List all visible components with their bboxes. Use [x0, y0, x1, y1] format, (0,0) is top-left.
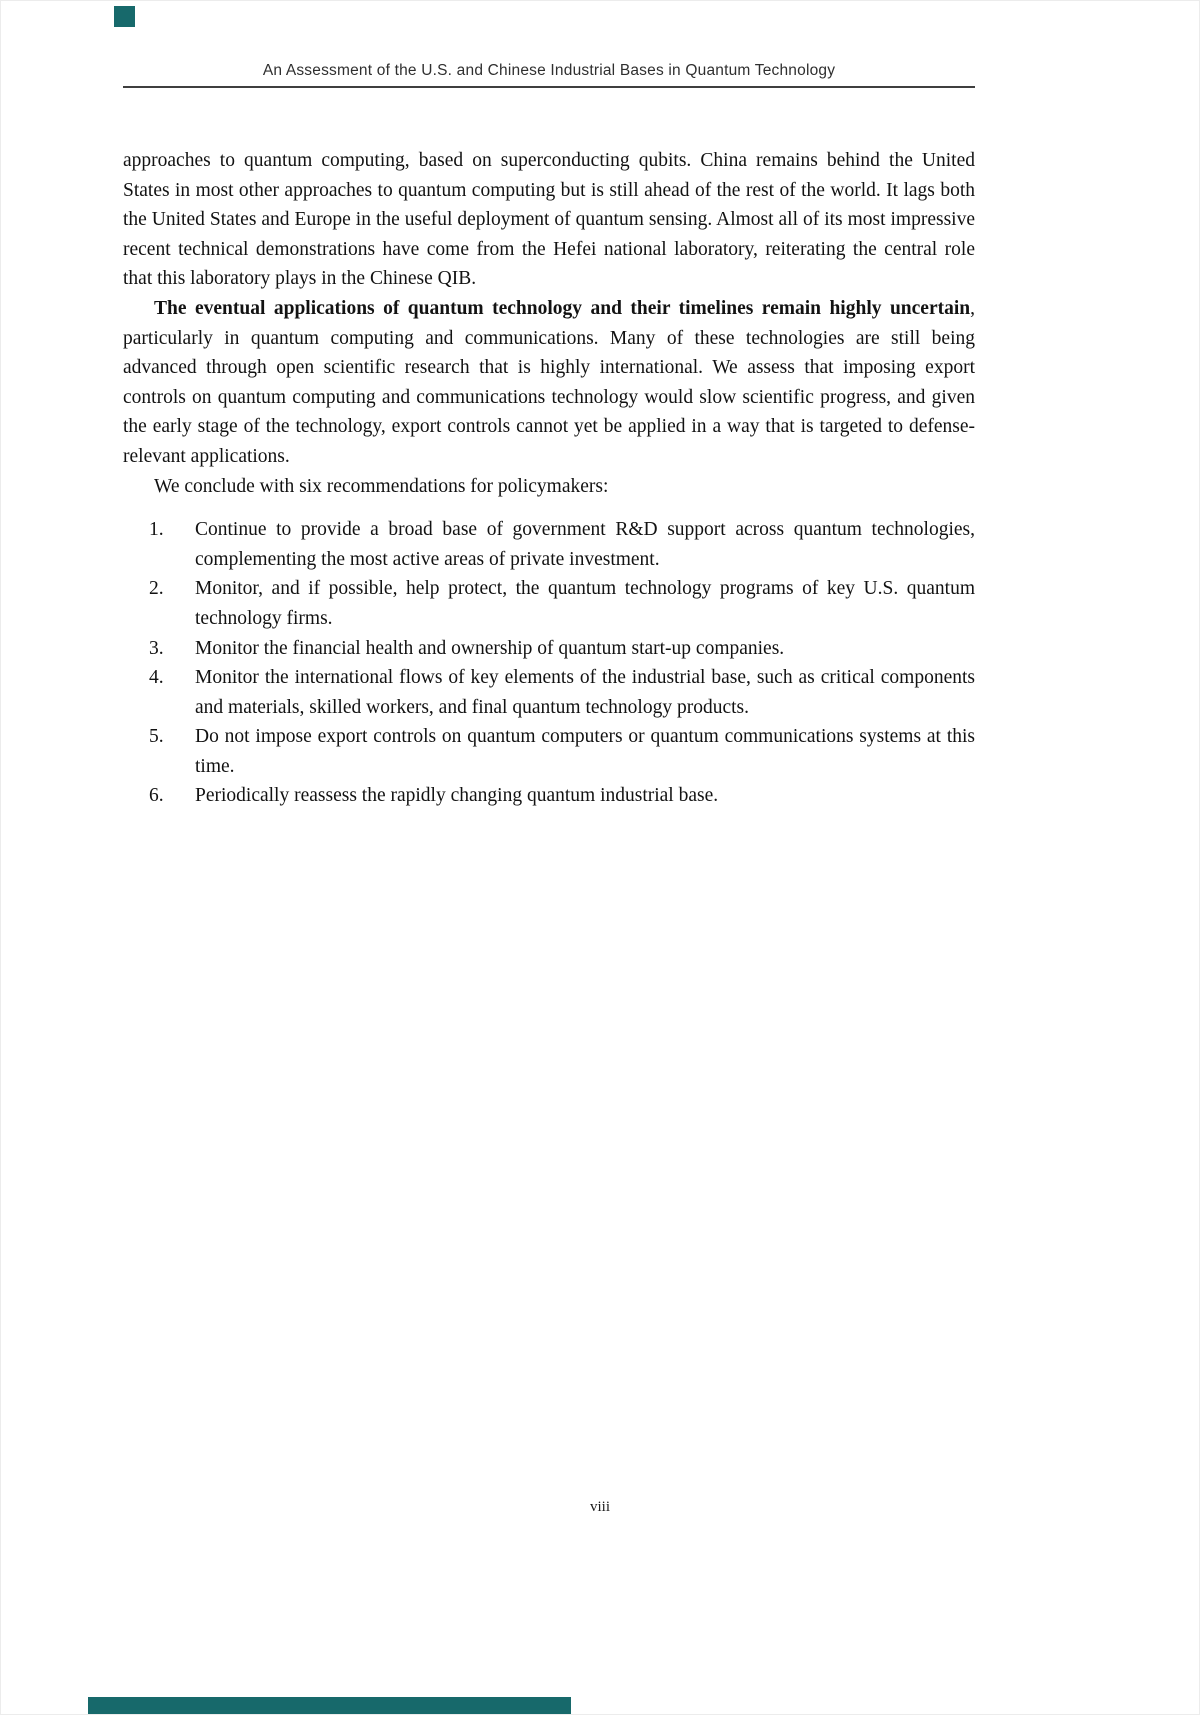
- list-item-number: 2.: [149, 578, 164, 600]
- bold-lead-text: The eventual applications of quantum technology and their timelines remain highly uncertain: [154, 297, 971, 319]
- list-item-text: Monitor the international flows of key elements of the industrial base, such as critical components and materials, skilled workers, and final quantum technology products.: [195, 667, 975, 718]
- list-item: [123, 663, 975, 722]
- list-item: [123, 515, 975, 574]
- list-item-text: Monitor the financial health and ownership of quantum start-up companies.: [195, 637, 785, 659]
- running-header: An Assessment of the U.S. and Chinese Industrial Bases in Quantum Technology: [262, 62, 836, 79]
- list-item: [123, 574, 975, 633]
- page-body: [123, 146, 975, 811]
- paragraph-applications: [123, 294, 975, 472]
- list-item-number: 6.: [149, 785, 164, 807]
- page-number: viii: [589, 1499, 610, 1515]
- list-item: [123, 722, 975, 781]
- list-item: [123, 634, 975, 664]
- list-item: [123, 781, 975, 811]
- paragraph-china-assessment: approaches to quantum computing, based on superconducting qubits. China remains behind the United States in most other approaches to quantum computing but is still ahead of the rest of the world. It lags both the United States and Europe in the useful deployment of quantum sensing. Almost all of its most impressive recent technical demonstrations have come from the Hefei national laboratory, reiterating the central role that this laboratory plays in the Chinese QIB.: [123, 150, 975, 290]
- header-rule: [123, 86, 975, 88]
- paragraph-applications-rest: , particularly in quantum computing and communications. Many of these technologies are still being advanced through open scientific research that is highly international. We assess that imposing export controls on quantum computing and communications technology would slow scientific progress, and given the early stage of the technology, export controls cannot yet be applied in a way that is targeted to defense-relevant applications.: [123, 297, 975, 467]
- list-item-text: Monitor, and if possible, help protect, the quantum technology programs of key U.S. quantum technology firms.: [195, 578, 975, 629]
- list-item-text: Periodically reassess the rapidly changing quantum industrial base.: [195, 785, 719, 807]
- corner-accent-mark: [114, 6, 135, 27]
- list-item-number: 1.: [149, 519, 164, 541]
- list-item-number: 3.: [149, 637, 164, 659]
- list-item-text: Do not impose export controls on quantum computers or quantum communications systems at this time.: [195, 726, 975, 777]
- list-item-number: 5.: [149, 726, 164, 748]
- list-item-text: Continue to provide a broad base of government R&D support across quantum technologies, complementing the most active areas of private investment.: [195, 519, 975, 570]
- bottom-accent-bar: [88, 1697, 571, 1714]
- recommendations-list: [123, 515, 975, 811]
- list-item-number: 4.: [149, 667, 164, 689]
- paragraph-conclusion-intro: We conclude with six recommendations for policymakers:: [154, 475, 609, 497]
